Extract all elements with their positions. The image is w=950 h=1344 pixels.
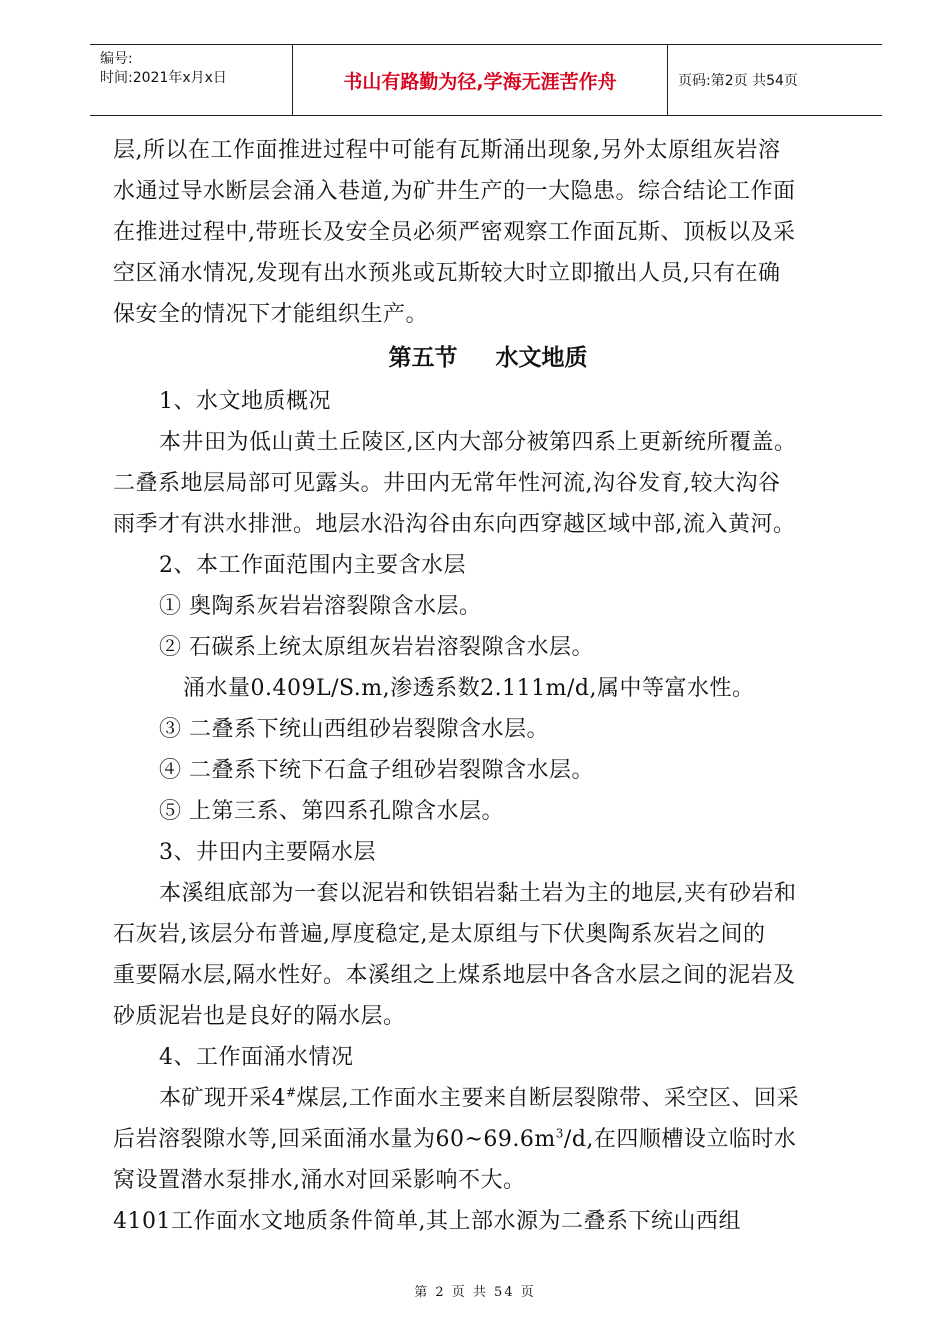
document-body (113, 130, 863, 1242)
header-motto: 书山有路勤为径,学海无涯苦作舟 (293, 45, 668, 115)
aquifer-item: ③ 二叠系下统山西组砂岩裂隙含水层。 (159, 717, 549, 742)
text-run: 后岩溶裂隙水等,回采面涌水量为60~69.6m (113, 1127, 556, 1152)
header-meta (90, 45, 293, 115)
body-line: 空区涌水情况,发现有出水预兆或瓦斯较大时立即撤出人员,只有在确 (113, 261, 781, 286)
body-line (113, 1119, 863, 1160)
page-header (90, 44, 882, 116)
body-line: 窝设置潜水泵排水,涌水对回采影响不大。 (113, 1168, 526, 1193)
subsection-heading: 3、井田内主要隔水层 (159, 840, 376, 865)
superscript: 3 (555, 1126, 564, 1141)
body-line: 保安全的情况下才能组织生产。 (113, 302, 429, 327)
time-label: 时间:2021年x月x日 (100, 70, 227, 86)
aquifer-item: ① 奥陶系灰岩岩溶裂隙含水层。 (159, 594, 482, 619)
body-line: 层,所以在工作面推进过程中可能有瓦斯涌出现象,另外太原组灰岩溶 (113, 138, 781, 163)
body-line: 本溪组底部为一套以泥岩和铁铝岩黏土岩为主的地层,夹有砂岩和 (159, 881, 797, 906)
body-line: 在推进过程中,带班长及安全员必须严密观察工作面瓦斯、顶板以及采 (113, 220, 796, 245)
number-label: 编号: (100, 51, 133, 67)
body-line: 4101工作面水文地质条件简单,其上部水源为二叠系下统山西组 (113, 1209, 741, 1234)
body-line: 雨季才有洪水排泄。地层水沿沟谷由东向西穿越区域中部,流入黄河。 (113, 512, 796, 537)
body-line: 石灰岩,该层分布普遍,厚度稳定,是太原组与下伏奥陶系灰岩之间的 (113, 922, 766, 947)
section-title: 第五节 水文地质 (388, 345, 588, 371)
subsection-heading: 1、水文地质概况 (159, 389, 331, 414)
aquifer-note: 涌水量0.409L/S.m,渗透系数2.111m/d,属中等富水性。 (183, 676, 755, 701)
superscript: # (286, 1085, 297, 1100)
body-line: 砂质泥岩也是良好的隔水层。 (113, 1004, 406, 1029)
body-line (113, 1078, 863, 1119)
aquifer-item: ⑤ 上第三系、第四系孔隙含水层。 (159, 799, 504, 824)
body-line: 二叠系地层局部可见露头。井田内无常年性河流,沟谷发育,较大沟谷 (113, 471, 781, 496)
body-line: 重要隔水层,隔水性好。本溪组之上煤系地层中各含水层之间的泥岩及 (113, 963, 796, 988)
page-footer: 第 2 页 共 54 页 (414, 1285, 536, 1300)
subsection-heading: 2、本工作面范围内主要含水层 (159, 553, 466, 578)
header-page-info: 页码:第2页 共54页 (678, 73, 798, 89)
aquifer-item: ② 石碳系上统太原组灰岩岩溶裂隙含水层。 (159, 635, 594, 660)
body-line: 本井田为低山黄土丘陵区,区内大部分被第四系上更新统所覆盖。 (159, 430, 797, 455)
subsection-heading: 4、工作面涌水情况 (159, 1045, 354, 1070)
text-run: 煤层,工作面水主要来自断层裂隙带、采空区、回采 (296, 1086, 800, 1111)
text-run: 本矿现开采4 (159, 1086, 286, 1111)
aquifer-item: ④ 二叠系下统下石盒子组砂岩裂隙含水层。 (159, 758, 594, 783)
text-run: /d,在四顺槽设立临时水 (563, 1127, 797, 1152)
body-line: 水通过导水断层会涌入巷道,为矿井生产的一大隐患。综合结论工作面 (113, 179, 796, 204)
